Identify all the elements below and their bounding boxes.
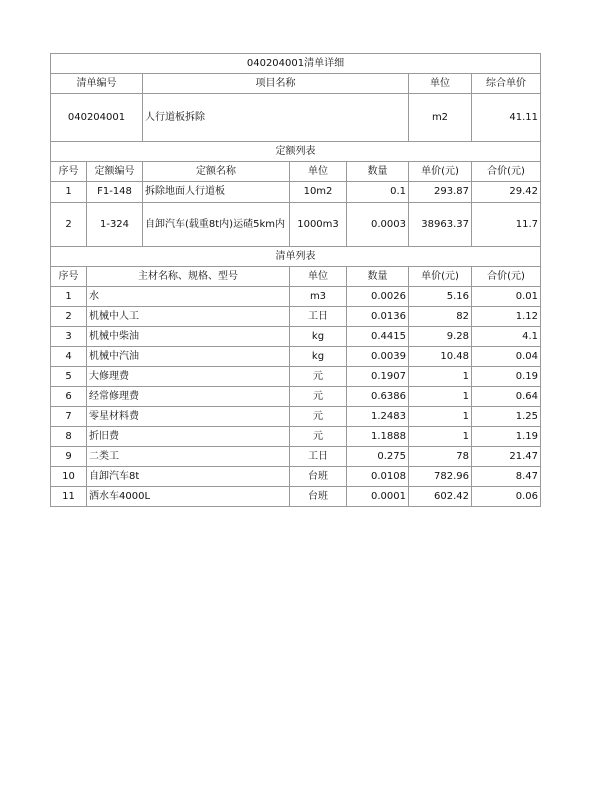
quota-total: 11.7 bbox=[472, 203, 541, 247]
material-qty: 0.0001 bbox=[347, 487, 409, 507]
table-title: 040204001清单详细 bbox=[51, 54, 541, 74]
material-row bbox=[51, 327, 541, 347]
material-section-title: 清单列表 bbox=[51, 247, 541, 267]
material-unit-price: 1 bbox=[409, 407, 472, 427]
quota-unit-price: 38963.37 bbox=[409, 203, 472, 247]
material-name-header: 主材名称、规格、型号 bbox=[87, 267, 290, 287]
material-row bbox=[51, 347, 541, 367]
material-total: 0.04 bbox=[472, 347, 541, 367]
material-seq: 3 bbox=[51, 327, 87, 347]
material-total: 0.01 bbox=[472, 287, 541, 307]
material-unit: 元 bbox=[290, 427, 347, 447]
quota-seq: 1 bbox=[51, 182, 87, 203]
material-seq: 7 bbox=[51, 407, 87, 427]
material-unit-price: 1 bbox=[409, 367, 472, 387]
material-unit: 工日 bbox=[290, 307, 347, 327]
item-unit-header: 单位 bbox=[409, 74, 472, 94]
material-total: 1.19 bbox=[472, 427, 541, 447]
quota-row bbox=[51, 203, 541, 247]
material-unit-price: 782.96 bbox=[409, 467, 472, 487]
material-name: 自卸汽车8t bbox=[87, 467, 290, 487]
material-row bbox=[51, 487, 541, 507]
material-qty: 0.275 bbox=[347, 447, 409, 467]
quota-unit-header: 单位 bbox=[290, 162, 347, 182]
item-name-header: 项目名称 bbox=[143, 74, 409, 94]
material-qty: 0.4415 bbox=[347, 327, 409, 347]
material-unit-price: 82 bbox=[409, 307, 472, 327]
material-qty: 0.0026 bbox=[347, 287, 409, 307]
material-total: 0.06 bbox=[472, 487, 541, 507]
material-name: 二类工 bbox=[87, 447, 290, 467]
material-unit: 工日 bbox=[290, 447, 347, 467]
material-seq: 4 bbox=[51, 347, 87, 367]
material-unit: 元 bbox=[290, 407, 347, 427]
material-row bbox=[51, 467, 541, 487]
material-unit: kg bbox=[290, 347, 347, 367]
material-total-header: 合价(元) bbox=[472, 267, 541, 287]
material-qty: 1.1888 bbox=[347, 427, 409, 447]
material-seq: 6 bbox=[51, 387, 87, 407]
item-price-header: 综合单价 bbox=[472, 74, 541, 94]
item-unit: m2 bbox=[409, 94, 472, 142]
item-row bbox=[51, 94, 541, 142]
material-row bbox=[51, 387, 541, 407]
material-unit-price: 1 bbox=[409, 387, 472, 407]
quota-section-row bbox=[51, 142, 541, 162]
material-row bbox=[51, 427, 541, 447]
material-unit: 台班 bbox=[290, 487, 347, 507]
quota-header-row bbox=[51, 162, 541, 182]
material-unit-price: 5.16 bbox=[409, 287, 472, 307]
quota-qty: 0.0003 bbox=[347, 203, 409, 247]
material-qty: 0.0136 bbox=[347, 307, 409, 327]
material-name: 机械中人工 bbox=[87, 307, 290, 327]
quota-seq-header: 序号 bbox=[51, 162, 87, 182]
material-row bbox=[51, 287, 541, 307]
material-name: 水 bbox=[87, 287, 290, 307]
bill-detail-table bbox=[50, 53, 541, 507]
quota-unit: 10m2 bbox=[290, 182, 347, 203]
quota-name-header: 定额名称 bbox=[143, 162, 290, 182]
material-unit-price: 78 bbox=[409, 447, 472, 467]
material-total: 8.47 bbox=[472, 467, 541, 487]
quota-name: 自卸汽车(载重8t内)运碴5km内 bbox=[143, 203, 290, 247]
material-total: 4.1 bbox=[472, 327, 541, 347]
material-name: 洒水车4000L bbox=[87, 487, 290, 507]
material-unit: 台班 bbox=[290, 467, 347, 487]
material-qty: 0.0039 bbox=[347, 347, 409, 367]
quota-unit-price: 293.87 bbox=[409, 182, 472, 203]
material-seq: 1 bbox=[51, 287, 87, 307]
quota-unit: 1000m3 bbox=[290, 203, 347, 247]
material-seq: 5 bbox=[51, 367, 87, 387]
material-unit-price: 1 bbox=[409, 427, 472, 447]
material-total: 21.47 bbox=[472, 447, 541, 467]
material-row bbox=[51, 367, 541, 387]
material-section-row bbox=[51, 247, 541, 267]
material-total: 1.25 bbox=[472, 407, 541, 427]
material-unit: 元 bbox=[290, 367, 347, 387]
material-seq: 10 bbox=[51, 467, 87, 487]
quota-code: F1-148 bbox=[87, 182, 143, 203]
material-name: 机械中汽油 bbox=[87, 347, 290, 367]
quota-unit-price-header: 单价(元) bbox=[409, 162, 472, 182]
material-unit-price: 10.48 bbox=[409, 347, 472, 367]
material-name: 大修理费 bbox=[87, 367, 290, 387]
material-unit-price: 602.42 bbox=[409, 487, 472, 507]
quota-row bbox=[51, 182, 541, 203]
material-row bbox=[51, 447, 541, 467]
quota-total: 29.42 bbox=[472, 182, 541, 203]
material-unit-price: 9.28 bbox=[409, 327, 472, 347]
material-qty: 0.1907 bbox=[347, 367, 409, 387]
material-total: 1.12 bbox=[472, 307, 541, 327]
material-unit: kg bbox=[290, 327, 347, 347]
material-qty: 0.0108 bbox=[347, 467, 409, 487]
material-header-row bbox=[51, 267, 541, 287]
material-name: 零星材料费 bbox=[87, 407, 290, 427]
title-row bbox=[51, 54, 541, 74]
quota-section-title: 定额列表 bbox=[51, 142, 541, 162]
quota-total-header: 合价(元) bbox=[472, 162, 541, 182]
material-unit: m3 bbox=[290, 287, 347, 307]
material-unit-price-header: 单价(元) bbox=[409, 267, 472, 287]
material-row bbox=[51, 407, 541, 427]
quota-qty: 0.1 bbox=[347, 182, 409, 203]
item-code: 040204001 bbox=[51, 94, 143, 142]
material-seq: 11 bbox=[51, 487, 87, 507]
item-name: 人行道板拆除 bbox=[143, 94, 409, 142]
material-total: 0.19 bbox=[472, 367, 541, 387]
material-seq-header: 序号 bbox=[51, 267, 87, 287]
material-qty: 0.6386 bbox=[347, 387, 409, 407]
material-total: 0.64 bbox=[472, 387, 541, 407]
material-qty: 1.2483 bbox=[347, 407, 409, 427]
quota-name: 拆除地面人行道板 bbox=[143, 182, 290, 203]
material-unit: 元 bbox=[290, 387, 347, 407]
quota-code-header: 定额编号 bbox=[87, 162, 143, 182]
material-name: 机械中柴油 bbox=[87, 327, 290, 347]
material-row bbox=[51, 307, 541, 327]
material-unit-header: 单位 bbox=[290, 267, 347, 287]
item-price: 41.11 bbox=[472, 94, 541, 142]
material-seq: 2 bbox=[51, 307, 87, 327]
item-header-row bbox=[51, 74, 541, 94]
quota-seq: 2 bbox=[51, 203, 87, 247]
quota-qty-header: 数量 bbox=[347, 162, 409, 182]
item-code-header: 清单编号 bbox=[51, 74, 143, 94]
material-seq: 8 bbox=[51, 427, 87, 447]
material-seq: 9 bbox=[51, 447, 87, 467]
quota-code: 1-324 bbox=[87, 203, 143, 247]
material-name: 折旧费 bbox=[87, 427, 290, 447]
material-name: 经常修理费 bbox=[87, 387, 290, 407]
material-qty-header: 数量 bbox=[347, 267, 409, 287]
